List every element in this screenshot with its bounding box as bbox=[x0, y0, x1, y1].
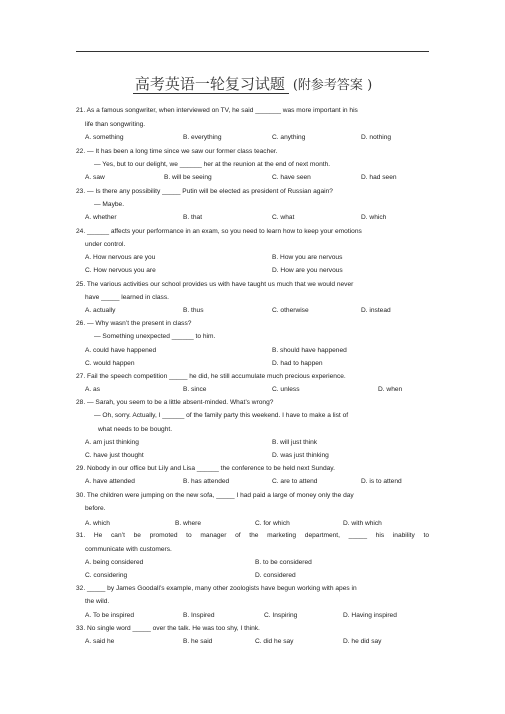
question-21-option-b: B. everything bbox=[183, 134, 222, 141]
question-23-option-c: C. what bbox=[272, 214, 295, 221]
question-24-option-c: C. How nervous you are bbox=[85, 267, 156, 274]
question-30-line-1: 30. The children were jumping on the new sofa, _____ I had paid a large of money only the day bbox=[76, 492, 354, 499]
title-main: 高考英语一轮复习试题 bbox=[133, 75, 289, 94]
question-26-option-b: B. should have happened bbox=[272, 347, 347, 354]
question-21-option-d: D. nothing bbox=[361, 134, 392, 141]
question-22-option-c: C. have seen bbox=[272, 174, 311, 181]
question-23-option-b: B. that bbox=[183, 214, 203, 221]
question-33-option-d: D. he did say bbox=[343, 638, 382, 645]
question-31-option-d: D. considered bbox=[255, 572, 296, 579]
question-25-line-2: have _____ learned in class. bbox=[85, 294, 169, 301]
question-32-option-a: A. To be inspired bbox=[85, 612, 134, 619]
question-30-option-d: D. with which bbox=[343, 520, 382, 527]
question-31-line-2: communicate with customers. bbox=[85, 546, 172, 553]
question-22-option-a: A. saw bbox=[85, 174, 105, 181]
question-22-line-2: — Yes, but to our delight, we ______ her at the reunion at the end of next month. bbox=[94, 161, 331, 168]
question-24-option-d: D. How are you nervous bbox=[272, 267, 343, 274]
question-24-line-2: under control. bbox=[85, 241, 126, 248]
question-25-line-1: 25. The various activities our school provides us with have taught us much that we would never bbox=[76, 281, 354, 288]
question-28-line-3: what needs to be bought. bbox=[98, 426, 173, 433]
question-23-line-1: 23. — Is there any possibility _____ Putin will be elected as president of Russian again? bbox=[76, 188, 333, 195]
question-26-option-d: D. had to happen bbox=[272, 360, 323, 367]
question-28-option-c: C. have just thought bbox=[85, 452, 144, 459]
question-28-option-a: A. am just thinking bbox=[85, 439, 139, 446]
question-33-line-1: 33. No single word _____ over the talk. He was too shy, I think. bbox=[76, 625, 260, 632]
question-31-option-a: A. being considered bbox=[85, 559, 144, 566]
question-21-option-a: A. something bbox=[85, 134, 124, 141]
question-29-option-a: A. have attended bbox=[85, 478, 135, 485]
question-27-option-b: B. since bbox=[183, 386, 207, 393]
question-31-line-1: 31. He can’t be promoted to manager of the marketing department, _____ his inability to bbox=[76, 532, 429, 539]
question-21-line-1: 21. As a famous songwriter, when interviewed on TV, he said _______ was more important in his bbox=[76, 107, 358, 114]
question-27-option-c: C. unless bbox=[272, 386, 300, 393]
question-31-option-c: C. considering bbox=[85, 572, 128, 579]
question-28-line-1: 28. — Sarah, you seem to be a little absent-minded. What’s wrong? bbox=[76, 399, 274, 406]
question-26-option-a: A. could have happened bbox=[85, 347, 157, 354]
question-29-option-c: C. are to attend bbox=[272, 478, 318, 485]
question-32-option-c: C. Inspiring bbox=[264, 612, 298, 619]
top-rule bbox=[76, 51, 429, 52]
question-27-option-d: D. when bbox=[378, 386, 403, 393]
question-22-option-d: D. had seen bbox=[361, 174, 397, 181]
question-23-option-a: A. whether bbox=[85, 214, 117, 221]
question-31-option-b: B. to be considered bbox=[255, 559, 312, 566]
question-33-option-b: B. he said bbox=[183, 638, 213, 645]
question-27-line-1: 27. Fail the speech competition _____ he did, he still accumulate much precious experience. bbox=[76, 373, 346, 380]
question-29-line-1: 29. Nobody in our office but Lily and Lisa ______ the conference to be held next Sunday. bbox=[76, 465, 335, 472]
question-26-line-1: 26. — Why wasn’t the present in class? bbox=[76, 320, 192, 327]
question-23-line-2: — Maybe. bbox=[94, 201, 125, 208]
question-26-option-c: C. would happen bbox=[85, 360, 135, 367]
question-21-option-c: C. anything bbox=[272, 134, 306, 141]
question-33-option-c: C. did he say bbox=[255, 638, 294, 645]
question-23-option-d: D. which bbox=[361, 214, 387, 221]
question-30-line-2: before. bbox=[85, 505, 106, 512]
question-25-option-b: B. thus bbox=[183, 307, 204, 314]
question-29-option-b: B. has attended bbox=[183, 478, 230, 485]
question-24-option-b: B. How you are nervous bbox=[272, 254, 343, 261]
question-33-option-a: A. said he bbox=[85, 638, 115, 645]
title-subtitle: (附参考答案 ) bbox=[292, 78, 373, 93]
question-25-option-c: C. otherwise bbox=[272, 307, 309, 314]
question-30-option-c: C. for which bbox=[255, 520, 290, 527]
question-22-option-b: B. will be seeing bbox=[164, 174, 212, 181]
question-30-option-a: A. which bbox=[85, 520, 110, 527]
question-21-line-2: life than songwriting. bbox=[85, 121, 146, 128]
question-29-option-d: D. is to attend bbox=[361, 478, 402, 485]
question-28-option-b: B. will just think bbox=[272, 439, 318, 446]
question-25-option-d: D. instead bbox=[361, 307, 391, 314]
question-22-line-1: 22. — It has been a long time since we saw our former class teacher. bbox=[76, 148, 278, 155]
question-28-option-d: D. was just thinking bbox=[272, 452, 329, 459]
question-24-line-1: 24. ______ affects your performance in an exam, so you need to learn how to keep your emotions bbox=[76, 228, 362, 235]
question-32-option-b: B. Inspired bbox=[183, 612, 215, 619]
question-25-option-a: A. actually bbox=[85, 307, 116, 314]
question-26-line-2: — Something unexpected ______ to him. bbox=[94, 333, 216, 340]
question-27-option-a: A. as bbox=[85, 386, 101, 393]
question-32-option-d: D. Having inspired bbox=[343, 612, 397, 619]
question-32-line-1: 32. _____ by James Goodall’s example, many other zoologists have begun working with apes in bbox=[76, 585, 357, 592]
page-title bbox=[0, 73, 505, 94]
question-28-line-2: — Oh, sorry. Actually, I ______ of the family party this weekend. I have to make a list of bbox=[94, 412, 349, 419]
question-30-option-b: B. where bbox=[175, 520, 202, 527]
question-24-option-a: A. How nervous are you bbox=[85, 254, 156, 261]
question-32-line-2: the wild. bbox=[85, 598, 110, 605]
